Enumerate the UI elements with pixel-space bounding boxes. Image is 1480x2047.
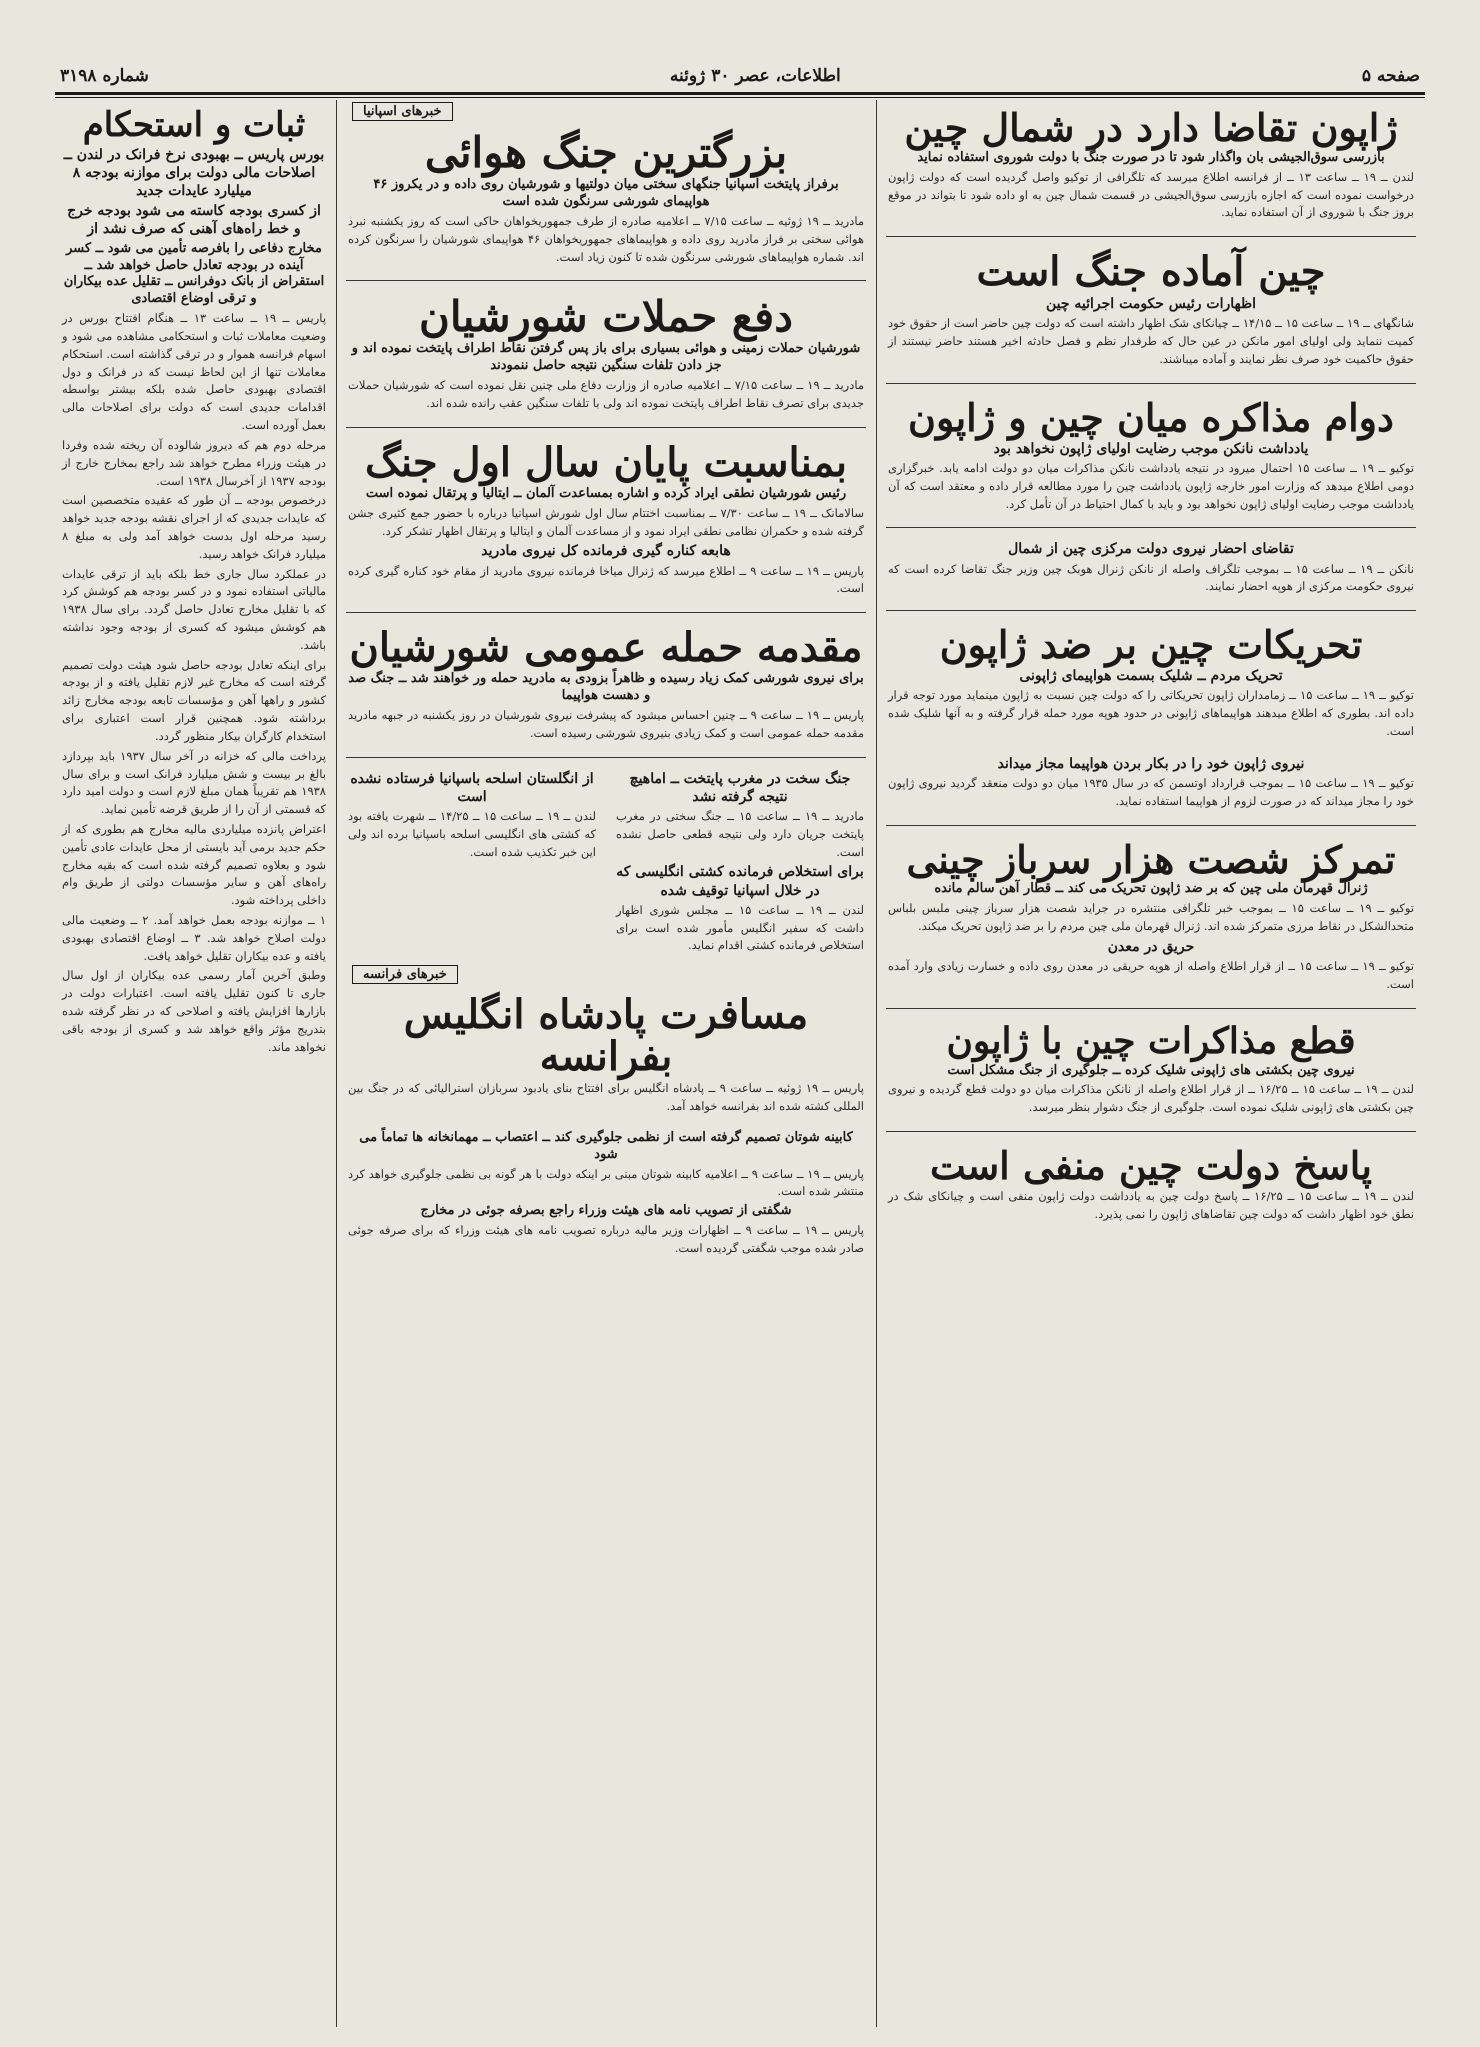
article-body: لندن ــ ۱۹ ــ ساعت ۱۵ ــ ۱۶/۲۵ ــ پاسخ دولت چین به یادداشت دولت ژاپون منفی است و چیانکای شک در نطق خود اظهار داشت که دولت چین تقاضاهای ژاپون را نمی پذیرد.	[888, 1188, 1414, 1221]
article	[610, 764, 870, 964]
subheadline: برای نیروی شورشی کمک زیاد رسیده و ظاهراً بزودی به مادرید حمله ور خواهند شد ــ جنگ صد و دهست هواپیما	[348, 671, 864, 704]
issue-number: شماره ۳۱۹۸	[60, 66, 149, 86]
subheadline: شورشیان حملات زمینی و هوائی بسیاری برای باز پس گرفتن نقاط اطراف پایتخت نموده اند و جز دادن تلفات سنگین نتیجه حاصل ننمودند	[351, 341, 861, 374]
divider	[346, 427, 866, 428]
article	[342, 123, 870, 274]
article-body: مادرید ــ ۱۹ ــ ساعت ۷/۱۵ ــ اعلامیه صادره از وزارت دفاع ملی چنین نقل نموده است که شورشیان حملات جدیدی برای تصرف نقاط اطراف پایتخت نموده اند ولی با تلفات سنگین عقب رانده شده اند.	[348, 378, 865, 410]
column-divider	[876, 100, 877, 2027]
subheadline: نیروی ژاپون خود را در بکار بردن هواپیما مجاز میداند	[997, 755, 1305, 772]
subheadline: هابعه کناره گیری فرمانده کل نیروی مادرید	[481, 543, 731, 560]
article	[342, 619, 870, 750]
article	[56, 100, 332, 1065]
article	[342, 764, 602, 964]
subheadline: جنگ سخت در مغرب پایتخت ــ اماهیچ نتیجه گرفته نشد	[629, 770, 851, 805]
headline: دفع حملات شورشیان	[419, 292, 793, 342]
headline: دوام مذاکره میان چین و ژاپون	[908, 394, 1394, 440]
column-divider	[336, 100, 337, 2027]
subheadline: نیروی چین بکشتی های ژاپونی شلیک کرده ــ جلوگیری از جنگ مشکل است	[947, 1062, 1355, 1078]
article-body: ۱ ــ موازنه بودجه بعمل خواهد آمد. ۲ ــ وضعیت مالی دولت اصلاح خواهد شد. ۳ ــ اوضاع اقتصادی بهبودی یافته و عده بیکاران تقلیل خواهد یافت.	[62, 913, 326, 963]
article	[882, 749, 1420, 819]
headline: مقدمه حمله عمومی شورشیان	[349, 624, 863, 672]
article-body: شانگهای ــ ۱۹ ــ ساعت ۱۵ ــ ۱۴/۱۵ ــ چیانکای شک اظهار داشته است که دولت چین حاضر است از حقوق خود کمیت ننماید ولی اولیای امور مانکن در عین حال که طرفدار نظم و فصل حادثه اخیر هستند حاضر نیستند از حقوق حاکمیت خود صرف نظر نمایند و آماده میباشند.	[888, 316, 1415, 367]
article-body: لندن ــ ۱۹ ــ ساعت ۱۳ ــ از فرانسه اطلاع میرسد که تلگرافی از توکیو واصل گردیده است که دولت ژاپون درخواست نموده است که اجازه بازرسی سوق‌الجیشی در قسمت شمال چین به او داده شود تا بتواند در موقع بروز جنگ با شوروی از آن استفاده نماید.	[888, 169, 1414, 220]
article	[882, 1015, 1420, 1125]
two-column-group	[342, 764, 870, 964]
article-body: پاریس ــ ۱۹ ــ ساعت ۹ ــ اظهارات وزیر مالیه درباره تصویب نامه های هیئت وزراء که برای صرفه جوئی صادر شده موجب شگفتی گردیده است.	[348, 1223, 865, 1255]
headline: تمرکز شصت هزار سرباز چینی	[906, 836, 1396, 882]
article-body: وطبق آخرین آمار رسمی عده بیکاران از اول سال جاری تا کنون تقلیل یافته است. اعتبارات دولت در بازارها افزایش یافته و اصلاحی که در نظر گرفته شده بتدریج مؤثر واقع خواهد شد و کسری از بودجه باقی نخواهد ماند.	[62, 968, 326, 1054]
article-body: پاریس ــ ۱۹ ــ ساعت ۱۳ ــ هنگام افتتاح بورس در وضعیت معاملات ثبات و استحکامی مشاهده می شود و اسهام فرانسه هموار و در ترقی گذاشته است. استحکام معاملات تنها از این لحاظ نیست که در فرانک و دول اقتصادی بهبودی حاصل شده بلکه بیشتر بواسطه اقدامات جدیدی است که دولت برای اصلاحات مالی بعمل آورده است.	[62, 311, 327, 433]
article-body: در عملکرد سال جاری خط بلکه باید از ترقی عایدات مالیاتی استفاده نمود و در کسر بودجه هم کوشش کرد که با تقلیل مخارج تعادل حاصل گردد. برای سال ۱۹۳۸ هم کوشش میشود که کسری از بودجه وجود نداشته باشد.	[62, 566, 326, 652]
article-body: لندن ــ ۱۹ ــ ساعت ۱۵ ــ ۱۴/۲۵ ــ شهرت یافته بود که کشتی های انگلیسی اسلحه باسپانیا برده اند ولی این خبر تکذیب شده است.	[348, 808, 596, 859]
article-body: توکیو ــ ۱۹ ــ ساعت ۱۵ ــ زمامداران ژاپون تحریکاتی را که دولت چین نسبت به ژاپون مینماید مورد توجه قرار داده اند. بطوری که اطلاع میدهند هواپیماهای ژاپونی در حدود هوپه مورد حمله قرار گرفته و به آنها شلیک شده است.	[888, 688, 1414, 738]
subheadline: رئیس شورشیان نطقی ایراد کرده و اشاره بمساعدت آلمان ــ ایتالیا و پرتقال نموده است	[365, 485, 847, 501]
divider	[886, 610, 1416, 611]
divider	[886, 383, 1416, 384]
subheadline: برفراز پایتخت اسپانیا جنگهای سختی میان دولتیها و شورشیان روی داده و در یکروز ۴۶ هواپیمای شورشی سرنگون شده است	[373, 177, 839, 209]
article-body: پرداخت مالی که خزانه در آخر سال ۱۹۳۷ باید بپردازد بالغ بر بیست و شش میلیارد فرانک است و برای سال ۱۹۳۸ هم تقریباً همان مبلغ لازم است و دولت امید دارد که قسمتی از آن را از طریق قرضه تأمین نماید.	[62, 748, 326, 817]
subheadline: شگفتی از تصویب نامه های هیئت وزراء راجع بصرفه جوئی در مخارج	[420, 1203, 792, 1219]
middle-column	[342, 100, 870, 2027]
subheadline: یادداشت نانکن موجب رضایت اولیای ژاپون نخواهد بود	[993, 440, 1309, 457]
page-number: صفحه ۵	[1361, 66, 1420, 86]
article-body: پاریس ــ ۱۹ ــ ساعت ۹ ــ اطلاع میرسد که ژنرال میاخا فرمانده نیروی مادرید از مقام خود کناره گیری کرده است.	[348, 563, 864, 596]
divider	[886, 825, 1416, 826]
paper-date: اطلاعات، عصر ۳۰ ژوئنه	[669, 66, 841, 86]
divider	[346, 280, 866, 281]
article-body: برای اینکه تعادل بودجه حاصل شود هیئت دولت تصمیم گرفته است که مخارج غیر لازم تقلیل یافته و از بودجه کشور و راهها آهن و مؤسسات تابعه بودجه مخارج زائد برداشته شود. همچنین قرار است اعتباری برای استخدام کارگران بیکار منظور گردد.	[62, 657, 326, 743]
article-body: توکیو ــ ۱۹ ــ ساعت ۱۵ ــ بموجب قرارداد اوتسمن که در سال ۱۹۳۵ میان دو دولت منعقد گردید نیروی ژاپون خود را مجاز میداند که در صورت لزوم از هواپیما استفاده نماید.	[888, 775, 1415, 808]
article-body: مادرید ــ ۱۹ ژوئیه ــ ساعت ۷/۱۵ ــ اعلامیه صادره از طرف جمهوریخواهان حاکی است که روز یکشنبه نبرد هوائی سختی بر فراز مادرید روی داده و هواپیماهای جمهوریخواهان ۴۶ هواپیمای شورشیان را سرنگون کرده اند. شماره هواپیماهای شورشی سرنگون شده تا کنون زیاد است.	[348, 213, 864, 264]
article	[342, 1124, 870, 1266]
headline: قطع مذاکرات چین با ژاپون	[946, 1019, 1356, 1062]
article-body: درخصوص بودجه ــ آن طور که عقیده متخصصین است که عایدات جدیدی که از اجرای نقشه بودجه جدید خواهد رسید مرحله اول بدست خواهد آمد ولی به مبلغ ۸ میلیارد فرانک خواهد رسید.	[62, 493, 326, 561]
subheadline: بورس پاریس ــ بهبودی نرخ فرانک در لندن ــ اصلاحات مالی دولت برای موازنه بودجه ۸ میلیارد عایدات جدید	[63, 146, 325, 200]
headline: تحریکات چین بر ضد ژاپون	[939, 622, 1363, 668]
section-label: خبرهای اسپانیا	[352, 102, 453, 121]
subheadline: بازرسی سوق‌الجیشی بان واگذار شود تا در صورت جنگ با دولت شوروی استفاده نماید	[917, 149, 1385, 165]
article-body: سالامانک ــ ۱۹ ــ ساعت ۷/۳۰ ــ بمناسبت اختتام سال اول شورش اسپانیا درباره با حضور جمع کثیری جشن گرفته شده و حکمران نظامی نطقی ایراد نمود و از مساعدت آلمان و ایتالیا و پرتقال اظهار تشکر کرد.	[348, 505, 864, 538]
headline: ثبات و استحکام	[82, 105, 306, 145]
article	[342, 986, 870, 1124]
article	[882, 534, 1420, 604]
subheadline: اظهارات رئیس حکومت اجرائیه چین	[1046, 296, 1256, 313]
article-body: پاریس ــ ۱۹ ــ ساعت ۹ ــ چنین احساس میشود که پیشرفت نیروی شورشیان در روز یکشنبه در جبهه مادرید مقدمه حمله عمومی است و کمک زیادی بنیروی شورشی رسیده است.	[348, 707, 864, 740]
article-body: لندن ــ ۱۹ ــ ساعت ۱۵ ــ مجلس شوری اظهار داشت که سفیر انگلیس مأمور شده است برای استخلاص فرمانده کشتی اقدام نماید.	[616, 902, 865, 953]
top-rule-thin	[55, 97, 1425, 98]
divider	[886, 1008, 1416, 1009]
section-label: خبرهای فرانسه	[352, 965, 458, 984]
divider	[346, 757, 866, 758]
article	[882, 617, 1420, 749]
article	[882, 390, 1420, 522]
article	[342, 287, 870, 421]
divider	[346, 612, 866, 613]
headline: پاسخ دولت چین منفی است	[930, 1143, 1372, 1189]
masthead	[60, 66, 1420, 86]
subheadline: از کسری بودجه کاسته می شود بودجه خرج و خط راه‌های آهنی که صرف نشد از	[67, 203, 321, 238]
article-body: توکیو ــ ۱۹ ــ ساعت ۱۵ ــ از قرار اطلاع واصله از هوپه حریقی در معدن روی داده و خسارت زیادی وارد آمده است.	[888, 959, 1415, 991]
article-body: توکیو ــ ۱۹ ــ ساعت ۱۵ ــ بموجب خبر تلگرافی منتشره در جراید شصت هزار سرباز چینی ملبس بلباس متحدالشکل در نقاط مرزی متمرکز شده اند. ژنرال قهرمان ملی چین مردم را بر ضد ژاپون تحریک میکند.	[888, 901, 1415, 934]
subheadline: برای استخلاص فرمانده کشتی انگلیسی که در خلال اسپانیا توقیف شده	[616, 864, 864, 899]
right-column	[882, 100, 1420, 2027]
divider	[886, 527, 1416, 528]
article-body: پاریس ــ ۱۹ ژوئیه ــ ساعت ۹ ــ پادشاه انگلیس برای افتتاح بنای یادبود سربازان استرالیائی که در جنگ بین المللی کشته شده اند بفرانسه خواهد آمد.	[348, 1081, 864, 1113]
subheadline: از انگلستان اسلحه باسپانیا فرستاده نشده است	[350, 770, 594, 805]
subheadline: تحریک مردم ــ شلیک بسمت هواپیمای ژاپونی	[1019, 668, 1283, 685]
divider	[886, 236, 1416, 237]
headline: چین آماده جنگ است	[976, 248, 1326, 296]
article-body: پاریس ــ ۱۹ ــ ساعت ۹ ــ اعلامیه کابینه شوتان مبنی بر اینکه دولت با هر گونه بی نظمی جلوگیری خواهد کرد منتشر شده است.	[348, 1166, 865, 1199]
headline: بزرگترین جنگ هوائی	[424, 128, 788, 177]
article-body: مادرید ــ ۱۹ ــ ساعت ۱۵ ــ جنگ سختی در مغرب پایتخت جریان دارد ولی نتیجه قطعی حاصل نشده است.	[616, 808, 865, 859]
subheadline: ژنرال قهرمان ملی چین که بر ضد ژاپون تحریک می کند ــ قطار آهن سالم مانده	[934, 881, 1368, 897]
article-body: مرحله دوم هم که دیروز شالوده آن ریخته شده وفردا در هیئت وزراء مطرح خواهد شد راجع بمخارج خارج از بودجه ۱۹۳۷ از آخرسال ۱۹۳۸ است.	[62, 437, 326, 488]
article	[882, 832, 1420, 1002]
article	[882, 100, 1420, 230]
article-body: نانکن ــ ۱۹ ــ ساعت ۱۵ ــ بموجب تلگراف واصله از نانکن ژنرال هوبک چین وزیر جنگ تقاضا کرده است که نیروی حکومت مرکزی از هوپه احضار نمایند.	[888, 561, 1415, 594]
left-column	[56, 100, 332, 2027]
subheadline: حریق در معدن	[1107, 938, 1195, 955]
article-body: اعتراض پانزده میلیاردی مالیه مخارج هم بطوری که از حکم جدید برمی آید بایستی از محل عایدات عادی تأمین شود و بعلاوه تصمیم گرفته شده است که بقیه مخارج راه‌های آهن و سایر مؤسسات دولتی از طریق وام داخلی پرداخته شود.	[62, 821, 326, 908]
top-rule	[55, 92, 1425, 95]
headline: ژاپون تقاضا دارد در شمال چین	[904, 105, 1398, 150]
article-body: لندن ــ ۱۹ ــ ساعت ۱۵ ــ ۱۶/۲۵ ــ از قرار اطلاع واصله از نانکن مذاکرات میان دو دولت قطع گردیده و نیروی چین بکشتی های ژاپونی شلیک نموده است. جلوگیری از جنگ دشوار بنظر میرسد.	[888, 1082, 1414, 1115]
divider	[886, 1131, 1416, 1132]
subheadline: تقاضای احضار نیروی دولت مرکزی چین از شمال	[1008, 541, 1294, 558]
article	[882, 1138, 1420, 1232]
article-body: توکیو ــ ۱۹ ــ ساعت ۱۵ احتمال میرود در نتیجه یادداشت نانکن مذاکرات میان دو دولت ادامه یابد. خبرگزاری دومی اطلاع میدهد که وزارت امور خارجه ژاپون یادداشت چین را مورد مطالعه قرار داده و معتقد است که آن یادداشت موجب رضایت اولیای ژاپون نخواهد بود و باید با کمال احتیاط در آن تأمل کرد.	[888, 460, 1415, 511]
headline: مسافرت پادشاه انگلیس بفرانسه	[403, 991, 809, 1081]
article	[342, 434, 870, 606]
article	[882, 243, 1420, 377]
headline: بمناسبت پایان سال اول جنگ	[365, 438, 847, 486]
subheadline: کابینه شوتان تصمیم گرفته است از نظمی جلوگیری کند ــ اعتصاب ــ مهمانخانه ها تماماً می شود	[359, 1129, 853, 1162]
subheadline: مخارج دفاعی را بافرصه تأمین می شود ــ کسر آینده در بودجه تعادل حاصل خواهد شد ــ استقراض از بانک دوفرانس ــ تقلیل عده بیکاران و ترقی اوضاع اقتصادی	[63, 240, 325, 307]
